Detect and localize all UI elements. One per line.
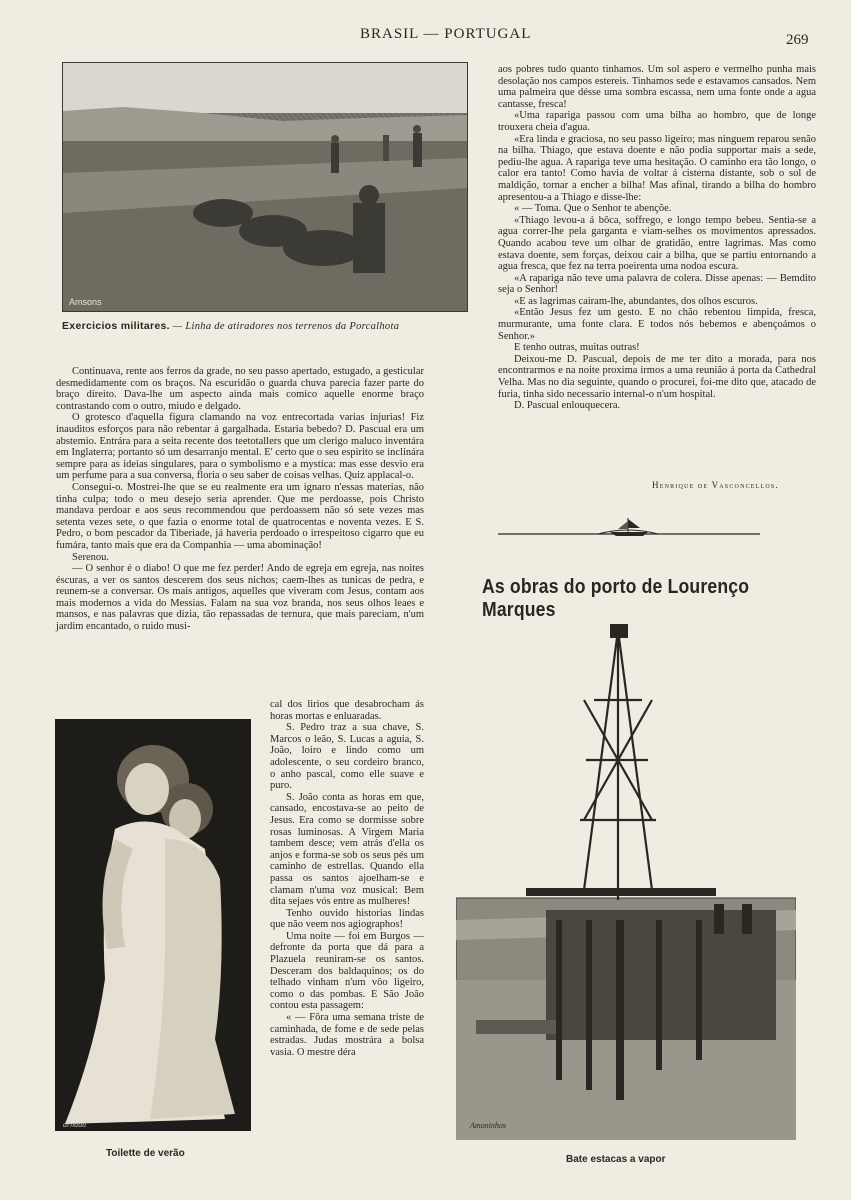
- pile-driver-photo: [456, 620, 796, 1140]
- paragraph: — O senhor é o diabo! O que me fez perder! Ando de egreja em egreja, nas noites éscuras, a ver os santos descerem dos seus nichos; caem-lhes as tunicas de pedra, e reunem-se a conversar. Os mais antigos, aquelles que viveram com Jesus, contam aos mais modernos a vida do Messias. Falam na sua voz branda, nos seus olhos leaes e mansos, e nas palavras que dizia, tão repassadas de ternura, que mais pareciam, n'um jardim encantado, o ruido musi-: [56, 563, 424, 633]
- military-exercise-photo: [62, 62, 468, 312]
- ship-ornament-icon: [498, 514, 760, 540]
- paragraph: O grotesco d'aquella figura clamando na voz entrecortada varias injurias! Fiz inauditos esforços para não rebentar á gargalhada. Estaria bebedo? D. Pascual era um abstemio. Entrára para a seita recente dos teetotallers que um clerigo maluco inventára em Inglaterra; portanto só um desarranjo mental. E' certo que o seu espirito se inclinára sempre para as ideias singulares, para o symbolismo e a mystica: mas esse desvio era um perfume para a sua conversa, floria o seu saber de coisas velhas. Quiz applacal-o.: [56, 412, 424, 482]
- pile-driver-caption: Bate estacas a vapor: [566, 1154, 666, 1165]
- svg-text:Amsons: Amsons: [69, 297, 102, 307]
- military-photo-caption: [62, 320, 472, 332]
- caption-title: Exercicios militares.: [62, 320, 170, 332]
- paragraph: S. João conta as horas em que, cansado, encostava-se ao peito de Jesus. Era como se dormisse sobre rosas luminosas. A Virgem Maria tambem desce; vem atrás d'ella os anjos e forma-se sob os seus pés um caminho de estrellas. Quando ella passa os santos ajoelham-se e clamam n'uma voz musical: Bem dita sejaes vós entre as mulheres!: [270, 791, 424, 908]
- narrow-text-column: [270, 699, 424, 1058]
- paragraph: Consegui-o. Mostrei-lhe que se eu realmente era um ignaro n'essas materias, não tinha culpa; todo o meu desejo seria aprender. Que me perdoasse, pois Christo mandava perdoar e aos seus recommendou que perdoassem não só sete vezes mas setenta vezes sete, o que fazia o enorme total de quatrocentas e noventa vezes. E S. Pedro, o bom pescador da Tiberiade, já haveria perdoado o irrespeitoso cigarro que eu fumára, tanto mais que era da Companhia — uma abominação!: [56, 481, 424, 551]
- summer-toilette-photo: [55, 719, 251, 1131]
- paragraph: «Era linda e graciosa, no seu passo ligeiro; mas ninguem reparou senão na bilha. Thiago, que estava doente e não podia supportar mais a sede, pediu-lhe agua. A rapariga teve uma hesitação. O caminho era tão longo, o calor era tanto! Como havia de voltar á cisterna distante, sob o sol de maldição, tornar a encher a bilha! Mas afinal, tirando a bilha do hombro apresentou-a a Thiago e disse-lhe:: [498, 133, 816, 203]
- decorative-divider: [498, 514, 760, 540]
- paragraph: Serenou.: [72, 551, 110, 563]
- right-text-column: [498, 64, 816, 412]
- paragraph: Continuava, rente aos ferros da grade, no seu passo apertado, estugado, a gesticular desmedidamente com os braços. Na escuridão o guarda chuva parecia fazer parte do braço direito. Dava-lhe um aspecto ainda mais comico aquelle enorme braço contrastando com o outro, miudo e delgado.: [56, 366, 424, 412]
- paragraph: S. Pedro traz a sua chave, S. Marcos o leão, S. Lucas a aguia, S. João, loiro e lindo como um adolescente, o seu cordeiro branco, o anho pascal, como elle suave e puro.: [270, 722, 424, 792]
- paragraph: Tenho ouvido historias lindas que não veem nos agiographos!: [270, 907, 424, 931]
- paragraph: «Uma rapariga passou com uma bilha ao hombro, que de longe trouxera cheia d'agua.: [498, 110, 816, 133]
- author-signature: Henrique de Vasconcellos.: [652, 480, 779, 490]
- photo-signature: arnaud: [63, 1120, 87, 1129]
- running-title: BRASIL — PORTUGAL: [360, 26, 532, 42]
- paragraph: E tenho outras, muitas outras!: [514, 342, 640, 354]
- paragraph: «E as lagrimas cairam-lhe, abundantes, dos olhos escuros.: [514, 295, 758, 307]
- paragraph: Uma noite — foi em Burgos — defronte da porta que dá para a Plazuela reuniram-se os santos. Desceram dos baldaquinos; os do telhado vinham n'um vôo ligeiro, como o das pombas. E São João contou esta passagem:: [270, 930, 424, 1012]
- paragraph: «Então Jesus fez um gesto. E no chão rebentou limpida, fresca, murmurante, uma fonte clara. E todos nós bebemos e abençoámos o Senhor.»: [498, 307, 816, 342]
- summer-photo-caption: Toilette de verão: [106, 1148, 185, 1159]
- paragraph: « — Fôra uma semana triste de caminhada, de fome e de sede pelas estradas. Judas mostrára a bolsa vasia. O mestre déra: [270, 1012, 424, 1058]
- page-number: 269: [786, 32, 809, 48]
- left-text-column: [56, 366, 424, 633]
- photo-signature: Amoninhos: [470, 1121, 506, 1130]
- paragraph: «A rapariga não teve uma palavra de colera. Disse apenas: — Bemdito seja o Senhor!: [498, 272, 816, 296]
- paragraph: aos pobres tudo quanto tinhamos. Um sol aspero e vermelho punha mais desolação nos campos estereis. Tinhamos sede e estavamos cansados. Nem uma palmeira que désse uma sombra escassa, nem uma fonte onde a agua cantasse, fresca!: [498, 64, 816, 110]
- article-heading: As obras do porto de Lourenço Marques: [482, 576, 750, 621]
- caption-description: — Linha de atiradores nos terrenos da Porcalhota: [169, 321, 400, 332]
- paragraph: cal dos lirios que desabrocham ás horas mortas e enluaradas.: [270, 699, 424, 722]
- paragraph: « — Toma. Que o Senhor te abençõe.: [514, 203, 672, 215]
- paragraph: «Thiago levou-a á bôca, soffrego, e longo tempo bebeu. Sentia-se a agua correr-lhe pela garganta e viam-selhes os movimentos apressados. Quando acabou teve um olhar de gratidão, entre lagrimas. Mas como estava doente, sem forças, deixou cair a bilha, que se partiu entornando a agua fresca, que fez na terra poeirenta uma nodoa escura.: [498, 214, 816, 273]
- paragraph: D. Pascual enlouquecera.: [514, 400, 621, 412]
- paragraph: Deixou-me D. Pascual, depois de me ter dito a morada, para nos encontrarmos e na noite proxima irmos a uma reunião á porta da Cathedral Velha. Mas no dia seguinte, quando o procurei, foi-me dito que, atacado de furia, tinha sido necessario internal-o n'um hospital.: [498, 353, 816, 400]
